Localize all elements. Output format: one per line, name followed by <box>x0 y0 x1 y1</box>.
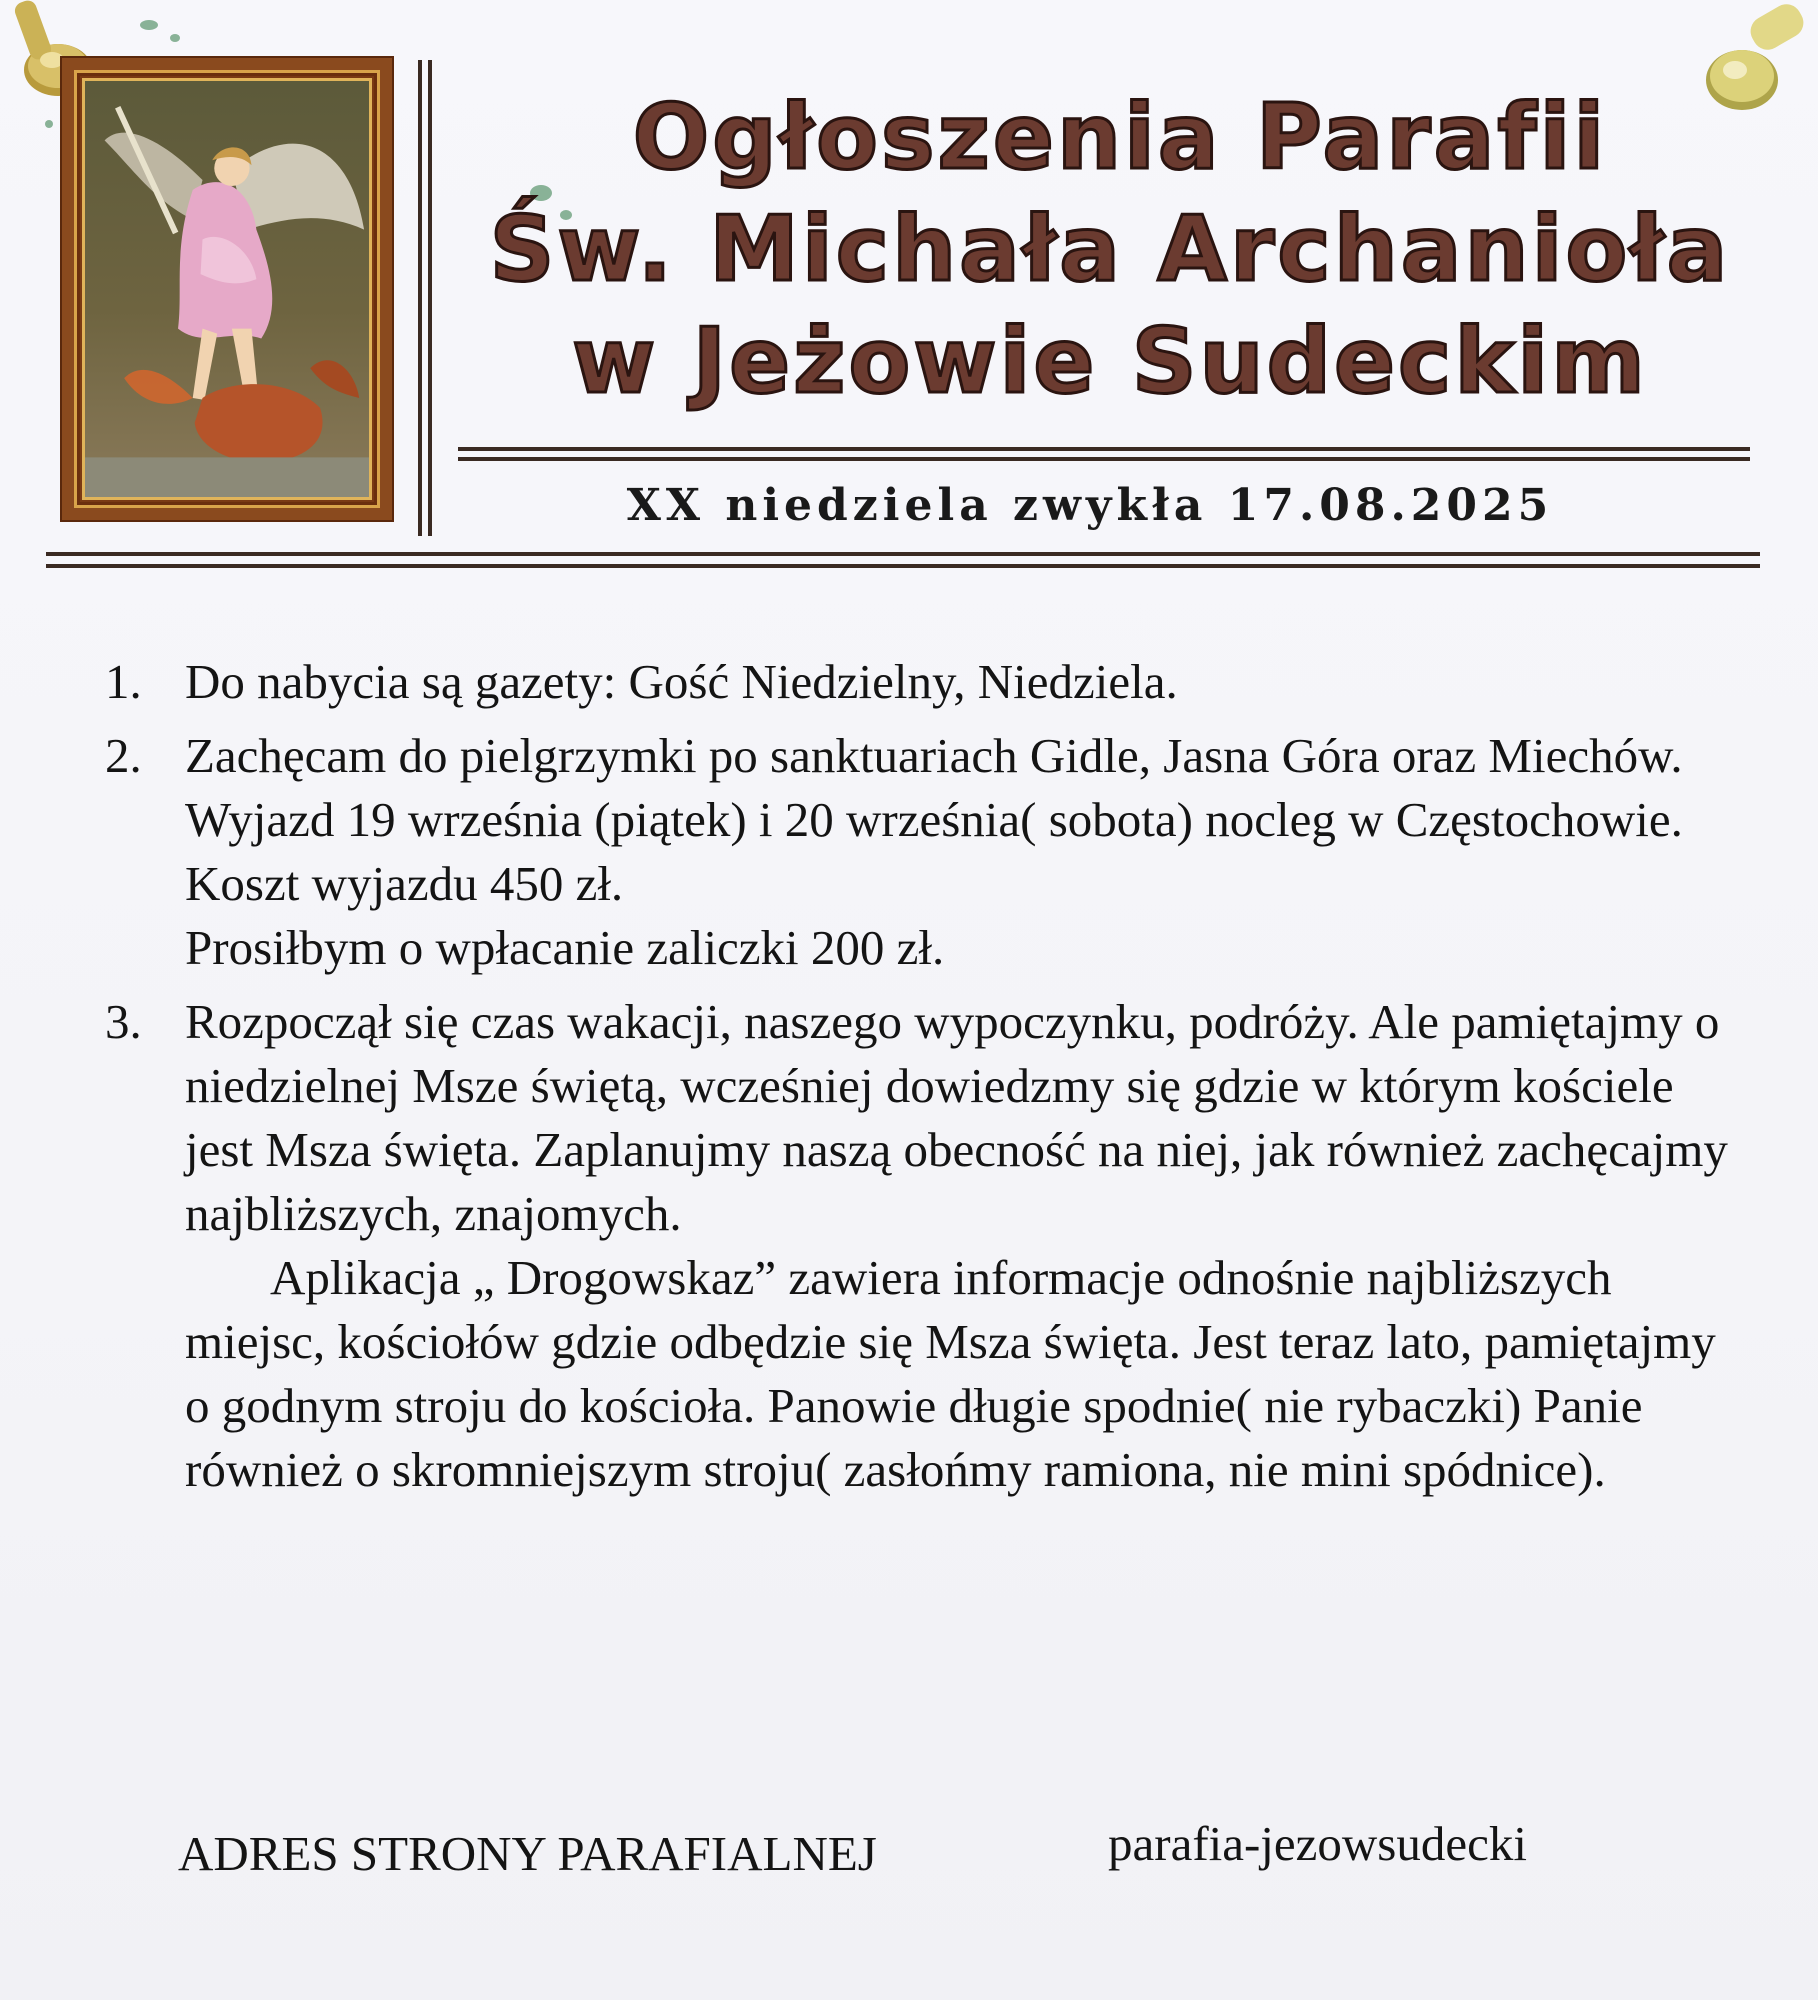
announcement-number: 3. <box>105 994 142 1049</box>
announcement-text: Zachęcam do pielgrzymki po sanktuariach Gidle, Jasna Góra oraz Miechów. Wyjazd 19 września (piątek) i 20 września( sobota) nocleg w Częstochowie. Koszt wyjazdu 450 zł. <box>185 728 1683 911</box>
announcement-item-1 <box>105 650 1745 714</box>
announcement-text: Aplikacja „ Drogowskaz” zawiera informacje odnośnie najbliższych miejsc, kościołów gdzie odbędzie się Msza święta. Jest teraz lato, pamiętajmy o godnym stroju do kościoła. Panowie długie spodnie( nie rybaczki) Panie również o skromniejszym stroju( zasłońmy ramiona, nie mini spódnice). <box>185 1250 1716 1497</box>
vertical-double-rule <box>418 60 432 536</box>
website-label: ADRES STRONY PARAFIALNEJ <box>178 1826 877 1881</box>
announcement-text: Prosiłbym o wpłacanie zaliczki 200 zł. <box>185 920 945 975</box>
header-double-rule <box>46 552 1760 568</box>
title-line-1: Ogłoszenia Parafii <box>632 85 1608 190</box>
announcement-item-3 <box>105 990 1745 1502</box>
ink-speck <box>170 34 180 42</box>
parish-title <box>440 82 1780 418</box>
announcement-text: Rozpoczął się czas wakacji, naszego wypoczynku, podróży. Ale pamiętajmy o niedzielnej Msze świętą, wcześniej dowiedzmy się gdzie w którym kościele jest Msza święta. Zaplanujmy naszą obecność na niej, jak również zachęcajmy najbliższych, znajomych. <box>185 994 1728 1241</box>
ink-speck <box>140 20 158 30</box>
ink-speck <box>45 120 53 128</box>
announcement-item-2 <box>105 724 1745 980</box>
title-line-2: Św. Michała Archanioła <box>489 197 1731 302</box>
archangel-picture-frame <box>62 58 392 520</box>
announcement-text: Do nabycia są gazety: Gość Niedzielny, Niedziela. <box>185 654 1178 709</box>
sunday-date-heading: XX niedziela zwykła 17.08.2025 <box>626 480 1554 531</box>
website-address: parafia-jezowsudecki <box>1108 1816 1527 1871</box>
announcement-number: 2. <box>105 728 142 783</box>
announcements-list <box>105 650 1745 1512</box>
archangel-painting <box>82 78 372 500</box>
title-line-3: w Jeżowie Sudeckim <box>572 309 1648 414</box>
announcement-number: 1. <box>105 654 142 709</box>
title-double-rule <box>458 447 1750 461</box>
